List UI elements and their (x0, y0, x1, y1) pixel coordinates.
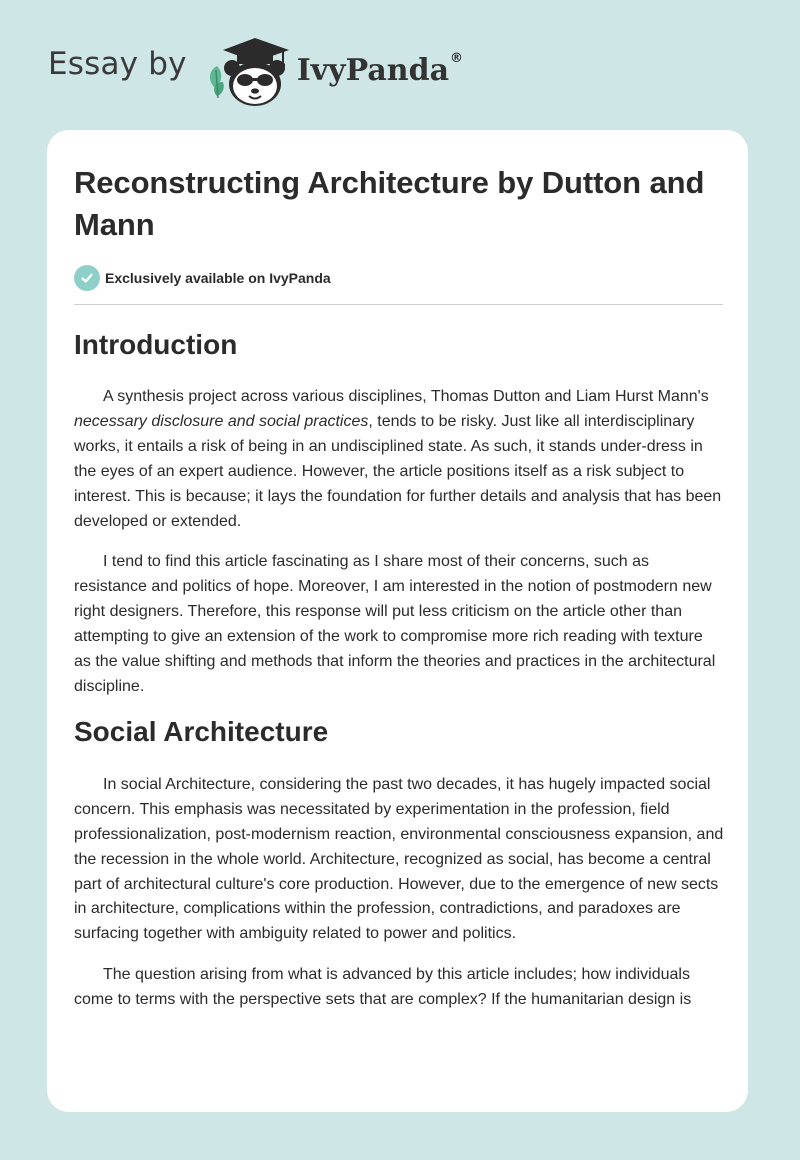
article-card (47, 130, 748, 1112)
section-heading: Introduction (74, 329, 238, 360)
italic-title: necessary disclosure and social practices (74, 412, 369, 430)
paragraph (74, 385, 724, 534)
section-social-architecture (74, 714, 724, 1013)
leaf-icon (210, 66, 224, 98)
site-header (48, 30, 463, 110)
brand-prefix: Essay by (48, 46, 187, 82)
article-content (74, 162, 724, 1013)
exclusive-badge (74, 264, 724, 292)
brand-name[interactable]: IvyPanda (296, 52, 450, 88)
registered-mark: ® (450, 50, 464, 66)
divider (74, 304, 723, 305)
section-heading: Social Architecture (74, 715, 329, 747)
panda-logo-icon[interactable] (205, 30, 291, 110)
paragraph-text: A synthesis project across various disciplines, Thomas Dutton and Liam Hurst Mann's (103, 388, 709, 405)
paragraph-text: , tends to be risky. Just like all interdisciplinary works, it entails a risk of being in an undisciplined state. As such, it stands under-dress in the eyes of an expert audience. However, the article positions itself as a risk subject to interest. This is because; it lays the foundation for further details and analysis that has been developed or extended. (74, 412, 722, 530)
exclusive-label: Exclusively available on IvyPanda (105, 270, 331, 286)
section-introduction (74, 327, 724, 700)
paragraph: The question arising from what is advanced by this article includes; how individuals come to terms with the perspective sets that are complex? If the humanitarian design is (74, 966, 692, 1009)
paragraph: In social Architecture, considering the past two decades, it has hugely impacted social concern. This emphasis was necessitated by experimentation in the profession, field professionalization, post-modernism reaction, environmental consciousness expansion, and the recession in the whole world. Architecture, recognized as social, has become a central part of architectural culture's core production. However, due to the emergence of new sects in architecture, complications within the profession, contradictions, and paradoxes are surfacing together with ambiguity related to power and politics. (74, 775, 724, 943)
article-title: Reconstructing Architecture by Dutton and Mann (74, 165, 705, 242)
check-icon (74, 265, 100, 291)
paragraph: I tend to find this article fascinating as I share most of their concerns, such as resistance and politics of hope. Moreover, I am interested in the notion of postmodern new right designers. Therefore, this response will put less criticism on the article other than attempting to give an extension of the work to compromise more rich reading with texture as the value shifting and methods that inform the theories and practices in the architectural discipline. (74, 553, 716, 695)
